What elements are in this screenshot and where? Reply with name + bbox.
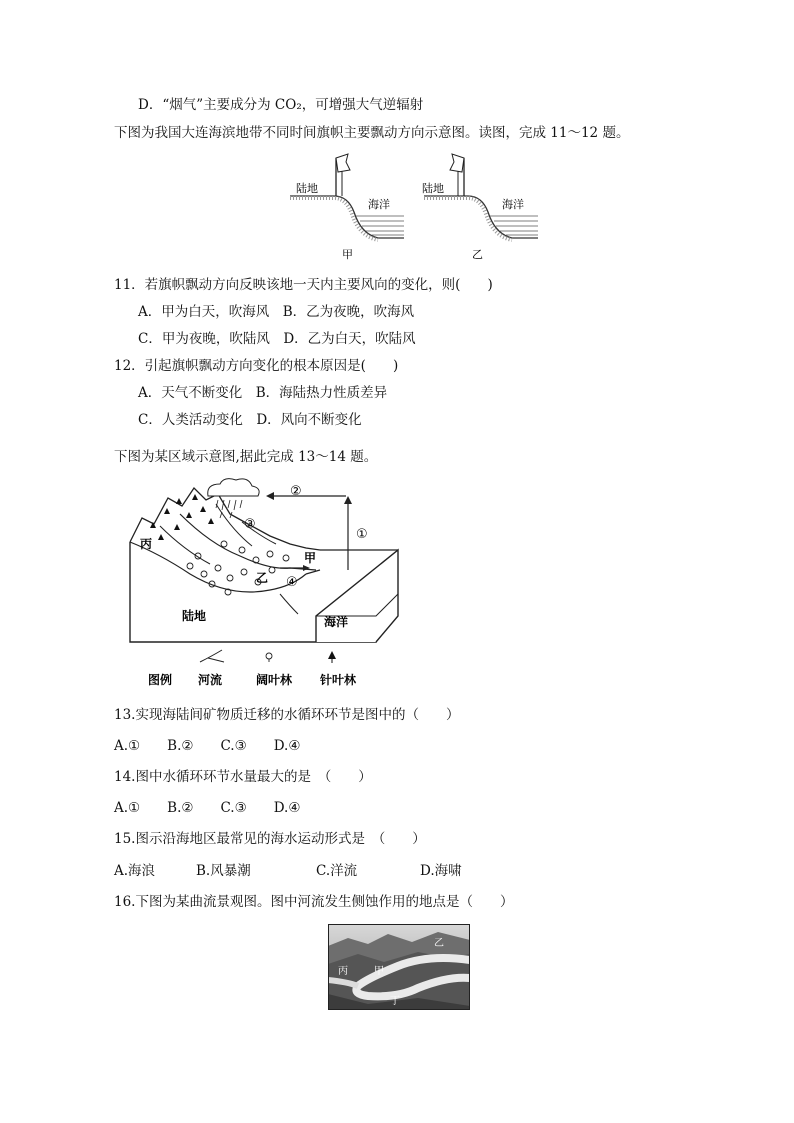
- place-bing: 丙: [140, 537, 153, 551]
- photo-label-jia: 甲: [374, 966, 384, 977]
- question-13-options: A.① B.② C.③ D.④: [114, 738, 301, 754]
- question-15-option-c: C.洋流: [316, 863, 358, 879]
- legend-title: 图例: [148, 673, 173, 687]
- question-15-option-a: A.海浪: [114, 863, 156, 879]
- conifer-legend-icon: [328, 651, 336, 659]
- question-11: 11．若旗帜飘动方向反映该地一天内主要风向的变化，则( ): [114, 277, 493, 293]
- marker-3: ③: [244, 517, 256, 532]
- meander-photo: [328, 924, 470, 1010]
- marker-1: ①: [356, 527, 368, 542]
- river-legend-icon: [200, 650, 224, 662]
- question-12-options-ab: A．天气不断变化 B．海陆热力性质差异: [138, 385, 388, 401]
- flag-diagram-yi: [422, 154, 538, 261]
- question-12: 12．引起旗帜飘动方向变化的根本原因是( ): [114, 358, 399, 374]
- broadleaf-legend-icon: [266, 653, 272, 659]
- land-label: 陆地: [296, 182, 318, 195]
- sea-water: [356, 216, 404, 235]
- legend-broadleaf: 阔叶林: [256, 673, 293, 687]
- intro-11-12: 下图为我国大连海滨地带不同时间旗帜主要飘动方向示意图。读图，完成 11～12 题。: [114, 125, 630, 141]
- caption-jia: 甲: [342, 248, 353, 261]
- label-land: 陆地: [182, 609, 207, 623]
- question-15-option-d: D.海啸: [420, 863, 462, 879]
- photo-label-yi: 乙: [434, 938, 444, 949]
- place-jia: 甲: [304, 551, 317, 565]
- question-11-options-ab: A．甲为白天，吹海风 B．乙为夜晚，吹海风: [138, 304, 415, 320]
- caption-yi: 乙: [472, 248, 483, 261]
- ocean-label: 海洋: [502, 198, 524, 211]
- flag-icon: [336, 154, 350, 172]
- flag-icon: [450, 154, 464, 172]
- marker-2: ②: [290, 484, 302, 499]
- question-16: 16.下图为某曲流景观图。图中河流发生侧蚀作用的地点是（ ）: [114, 894, 514, 910]
- question-15: 15.图示沿海地区最常见的海水运动形式是 （ ）: [114, 831, 426, 847]
- flag-diagram-jia: [290, 154, 404, 261]
- question-14-options: A.① B.② C.③ D.④: [114, 800, 301, 816]
- cloud-icon: [208, 479, 259, 496]
- q10-option-d: D．“烟气”主要成分为 CO₂，可增强大气逆辐射: [138, 97, 424, 113]
- photo-label-ding: 丁: [390, 996, 400, 1007]
- legend-conifer: 针叶林: [320, 673, 357, 687]
- question-13: 13.实现海陆间矿物质迁移的水循环环节是图中的（ ）: [114, 707, 460, 723]
- land-label: 陆地: [422, 182, 444, 195]
- flag-direction-figure: [286, 150, 546, 262]
- ocean-label: 海洋: [368, 198, 390, 211]
- question-15-option-b: B.风暴潮: [196, 863, 251, 879]
- region-water-cycle-figure: [120, 474, 420, 694]
- question-11-options-cd: C．甲为夜晚，吹陆风 D．乙为白天，吹陆风: [138, 331, 416, 347]
- question-12-options-cd: C．人类活动变化 D．风向不断变化: [138, 412, 362, 428]
- legend-river: 河流: [198, 673, 223, 687]
- label-ocean: 海洋: [324, 615, 349, 629]
- rain-icon: [216, 500, 242, 518]
- intro-13-14: 下图为某区域示意图,据此完成 13～14 题。: [114, 449, 378, 465]
- question-14: 14.图中水循环环节水量最大的是 （ ）: [114, 769, 372, 785]
- place-yi: 乙: [256, 571, 269, 585]
- marker-4: ④: [286, 575, 298, 590]
- conifer-forest: [150, 494, 214, 540]
- legend: [148, 650, 357, 687]
- sea-water: [490, 216, 538, 235]
- photo-label-bing: 丙: [338, 966, 348, 977]
- broadleaf-forest: [187, 541, 289, 595]
